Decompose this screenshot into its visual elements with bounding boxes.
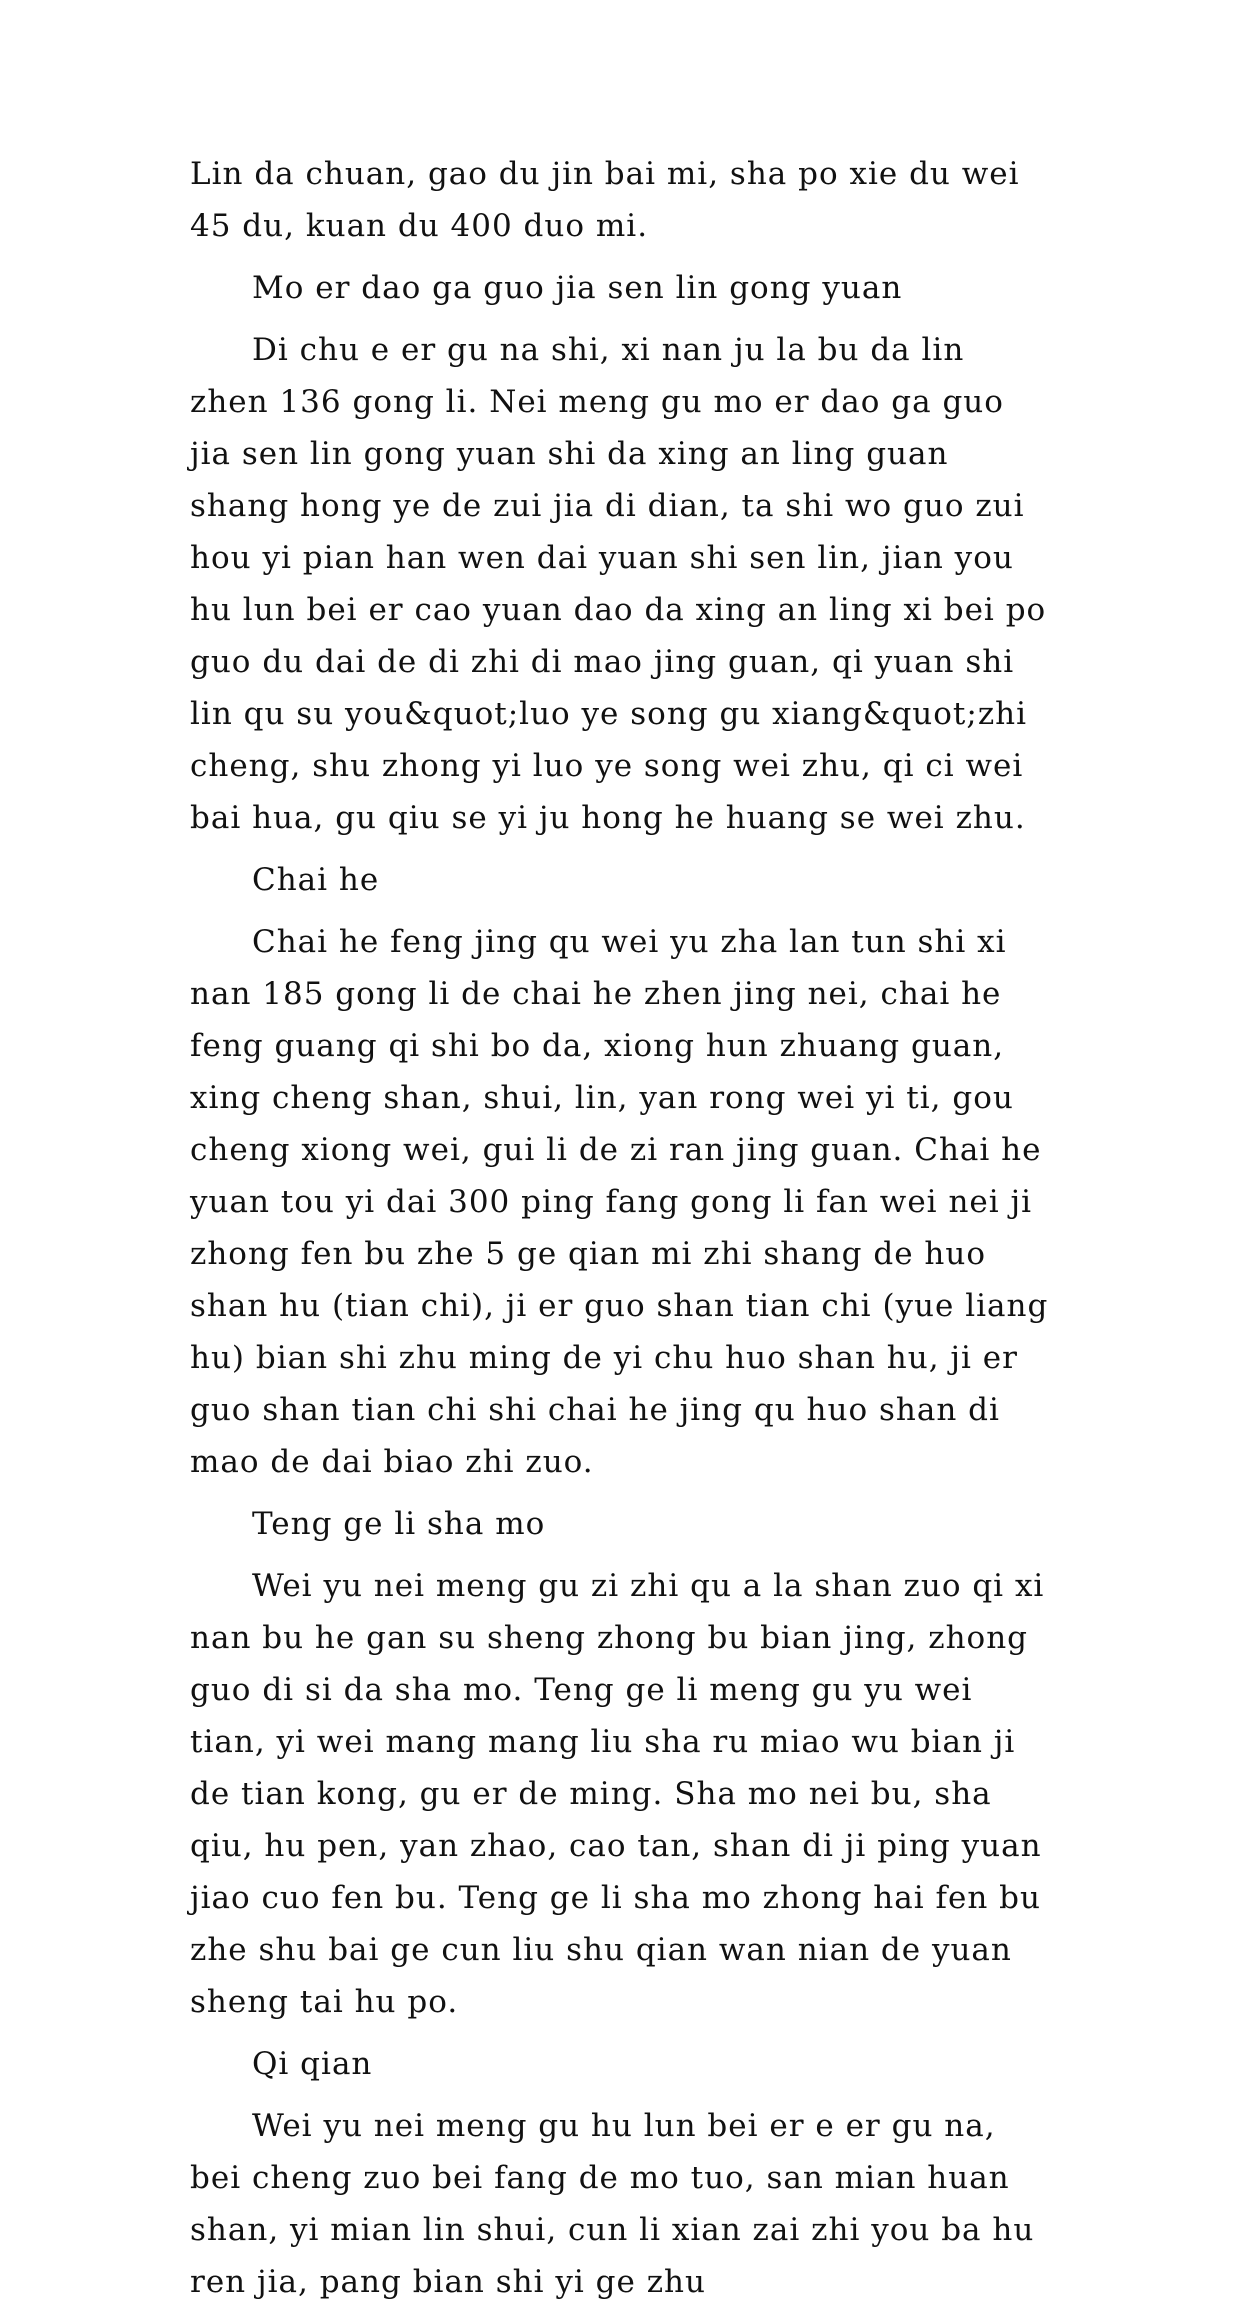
section-heading-qiqian: Qi qian — [252, 2046, 373, 2082]
section-heading-tengger: Teng ge li sha mo — [252, 1506, 546, 1542]
document-body — [190, 148, 1050, 2318]
section-heading-chaihe: Chai he — [252, 862, 380, 898]
section-body-mordaoga: Di chu e er gu na shi, xi nan ju la bu da lin zhen 136 gong li. Nei meng gu mo er dao ga guo jia sen lin gong yuan shi da xing an ling guan shang hong ye de zui jia di dian, ta shi wo guo zui hou yi pian han wen dai yuan shi sen lin, jian you hu lun bei er cao yuan dao da xing an ling xi bei po guo du dai de di zhi di mao jing guan, qi yuan shi lin qu su you&quot;luo ye song gu xiang&quot;zhi cheng, shu zhong yi luo ye song wei zhu, qi ci wei bai hua, gu qiu se yi ju hong he huang se wei zhu. — [190, 332, 1047, 836]
section-body-chaihe: Chai he feng jing qu wei yu zha lan tun shi xi nan 185 gong li de chai he zhen jing nei, chai he feng guang qi shi bo da, xiong hun zhuang guan, xing cheng shan, shui, lin, yan rong wei yi ti, gou cheng xiong wei, gui li de zi ran jing guan. Chai he yuan tou yi dai 300 ping fang gong li fan wei nei ji zhong fen bu zhe 5 ge qian mi zhi shang de huo shan hu (tian chi), ji er guo shan tian chi (yue liang hu) bian shi zhu ming de yi chu huo shan hu, ji er guo shan tian chi shi chai he jing qu huo shan di mao de dai biao zhi zuo. — [190, 924, 1049, 1480]
section-heading-mordaoga: Mo er dao ga guo jia sen lin gong yuan — [252, 270, 903, 306]
section-body-qiqian: Wei yu nei meng gu hu lun bei er e er gu na, bei cheng zuo bei fang de mo tuo, san mian huan shan, yi mian lin shui, cun li xian zai zhi you ba hu ren jia, pang bian shi yi ge zhu — [190, 2108, 1035, 2300]
section-body-tengger: Wei yu nei meng gu zi zhi qu a la shan zuo qi xi nan bu he gan su sheng zhong bu bian jing, zhong guo di si da sha mo. Teng ge li meng gu yu wei tian, yi wei mang mang liu sha ru miao wu bian ji de tian kong, gu er de ming. Sha mo nei bu, sha qiu, hu pen, yan zhao, cao tan, shan di ji ping yuan jiao cuo fen bu. Teng ge li sha mo zhong hai fen bu zhe shu bai ge cun liu shu qian wan nian de yuan sheng tai hu po. — [190, 1568, 1045, 2020]
opening-line: Lin da chuan, gao du jin bai mi, sha po xie du wei 45 du, kuan du 400 duo mi. — [190, 156, 1020, 244]
